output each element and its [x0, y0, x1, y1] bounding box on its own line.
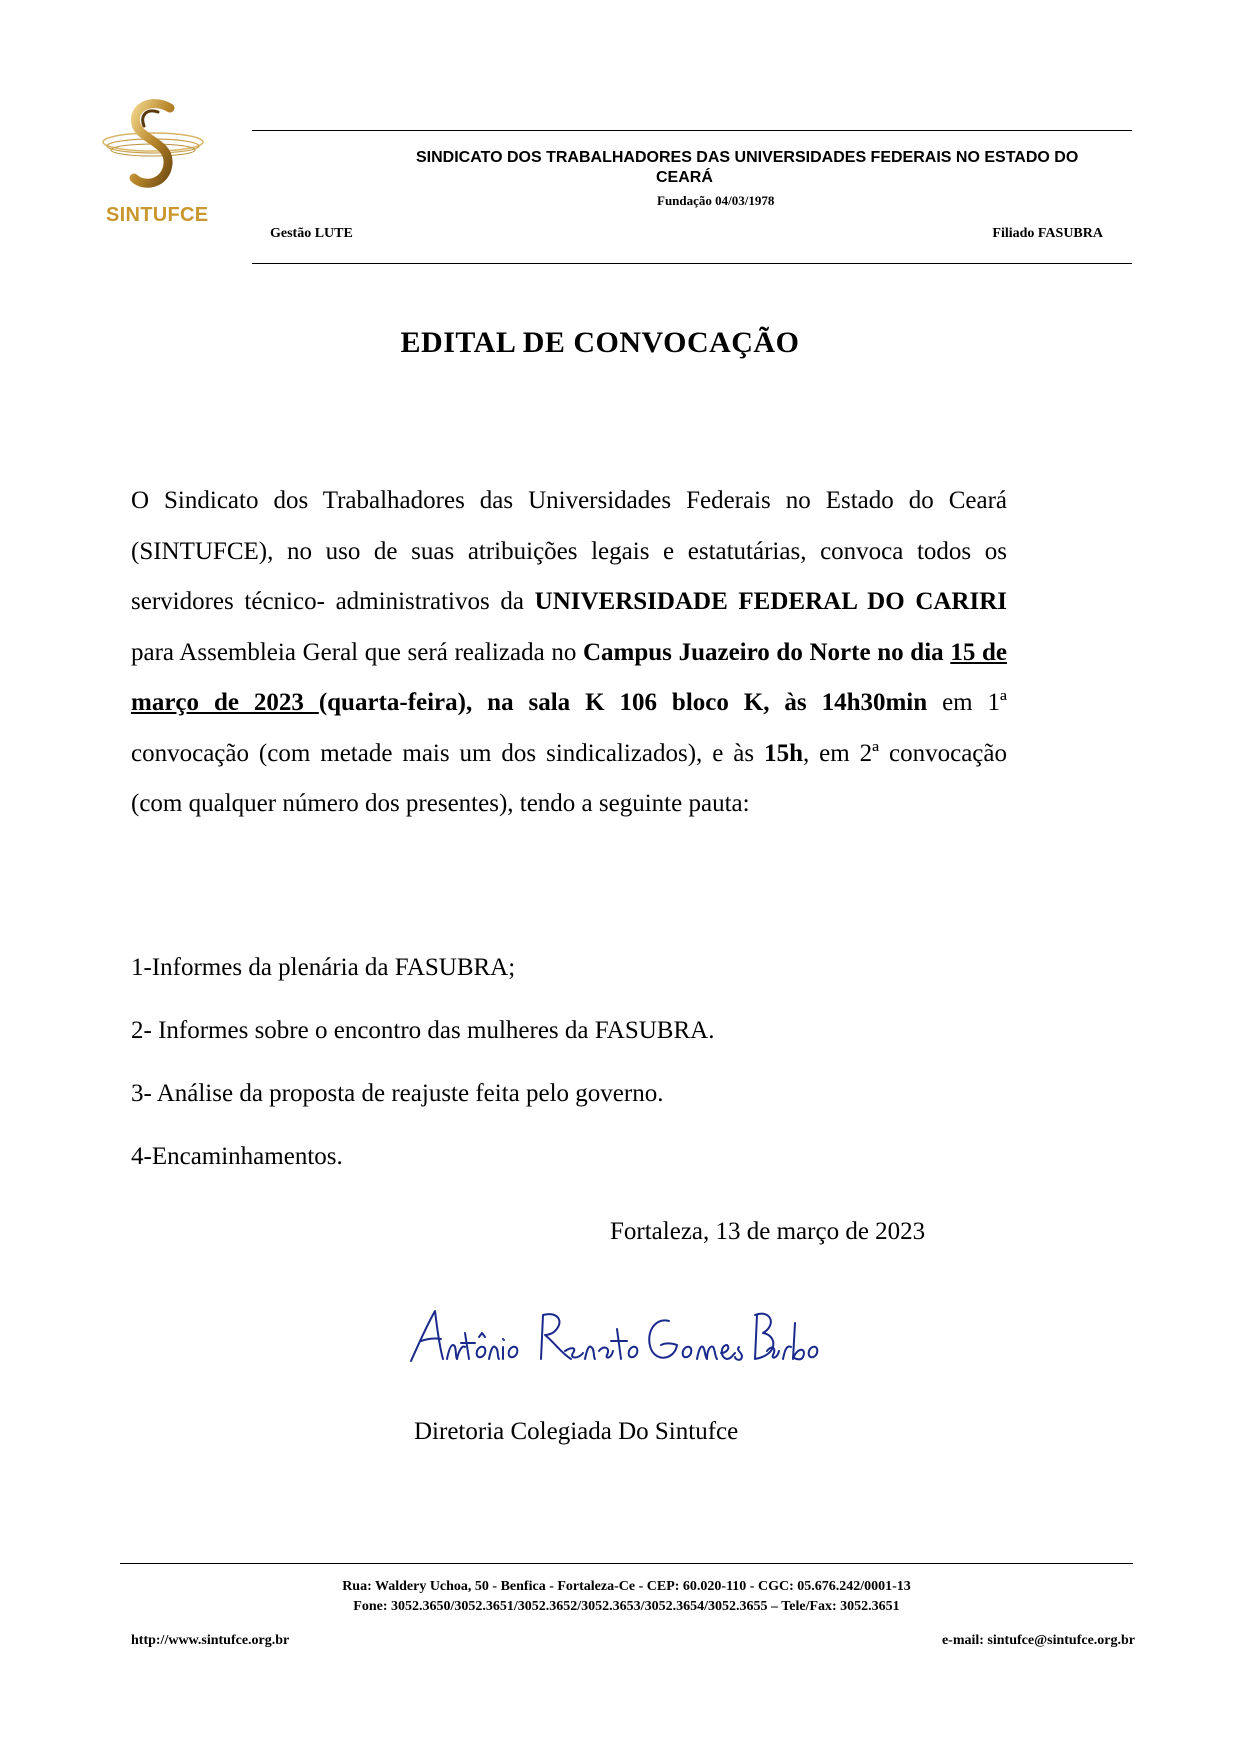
footer-divider — [120, 1563, 1133, 1564]
organization-name-line1: SINDICATO DOS TRABALHADORES DAS UNIVERSIDADES FEDERAIS NO ESTADO DO — [416, 149, 1079, 166]
paragraph-assembly: para Assembleia Geral que será realizada no — [131, 638, 583, 666]
agenda-item: 3- Análise da proposta de reajuste feita pelo governo. — [131, 1080, 664, 1107]
website-link[interactable]: http://www.sintufce.org.br — [131, 1633, 290, 1648]
agenda-item: 2- Informes sobre o encontro das mulheres da FASUBRA. — [131, 1017, 715, 1044]
university-name: UNIVERSIDADE FEDERAL DO CARIRI — [534, 588, 1007, 615]
document-title: EDITAL DE CONVOCAÇÃO — [400, 326, 800, 359]
foundation-date: Fundação 04/03/1978 — [657, 193, 775, 208]
affiliation-label: Filiado FASUBRA — [992, 226, 1103, 241]
convocation-paragraph — [131, 476, 1007, 830]
meeting-campus: Campus Juazeiro do Norte no dia — [583, 638, 951, 666]
sintufce-logo — [98, 98, 208, 228]
paragraph-intro: O Sindicato dos Trabalhadores das Universidades Federais no Estado do Ceará (SINTUFCE), no uso de suas atribuições legais e estatutárias, convoca todos os servidores técnico- administrativos da — [131, 487, 1007, 615]
paragraph-first-call: em 1ª convocação (com metade mais um dos sindicalizados), e às — [131, 689, 1007, 767]
logo-text: SINTUFCE — [106, 204, 209, 226]
meeting-date: 15 de março de 2023 — [131, 638, 1007, 716]
footer-address: Rua: Waldery Uchoa, 50 - Benfica - Fortaleza-Ce - CEP: 60.020-110 - CGC: 05.676.242/0001-13 — [342, 1579, 911, 1594]
handwritten-signature — [405, 1303, 825, 1373]
organization-name — [416, 148, 1136, 188]
meeting-place-time: (quarta-feira), na sala K 106 bloco K, às 14h30min — [318, 689, 928, 716]
header-bottom-divider — [252, 263, 1132, 264]
header-top-divider — [252, 130, 1132, 131]
management-label: Gestão LUTE — [270, 226, 353, 241]
organization-name-line2: CEARÁ — [656, 169, 713, 186]
agenda-item: 4-Encaminhamentos. — [131, 1143, 343, 1170]
second-call-time: 15h — [764, 739, 803, 767]
paragraph-second-call: , em 2ª convocação (com qualquer número dos presentes), tendo a seguinte pauta: — [131, 739, 1007, 817]
agenda-item: 1-Informes da plenária da FASUBRA; — [131, 954, 516, 981]
email-link[interactable]: e-mail: sintufce@sintufce.org.br — [941, 1633, 1135, 1648]
footer-phones: Fone: 3052.3650/3052.3651/3052.3652/3052.3653/3052.3654/3052.3655 – Tele/Fax: 3052.3651 — [353, 1599, 900, 1614]
place-and-date: Fortaleza, 13 de março de 2023 — [610, 1218, 926, 1245]
signatory: Diretoria Colegiada Do Sintufce — [414, 1418, 739, 1445]
logo-emblem-icon — [98, 98, 208, 208]
